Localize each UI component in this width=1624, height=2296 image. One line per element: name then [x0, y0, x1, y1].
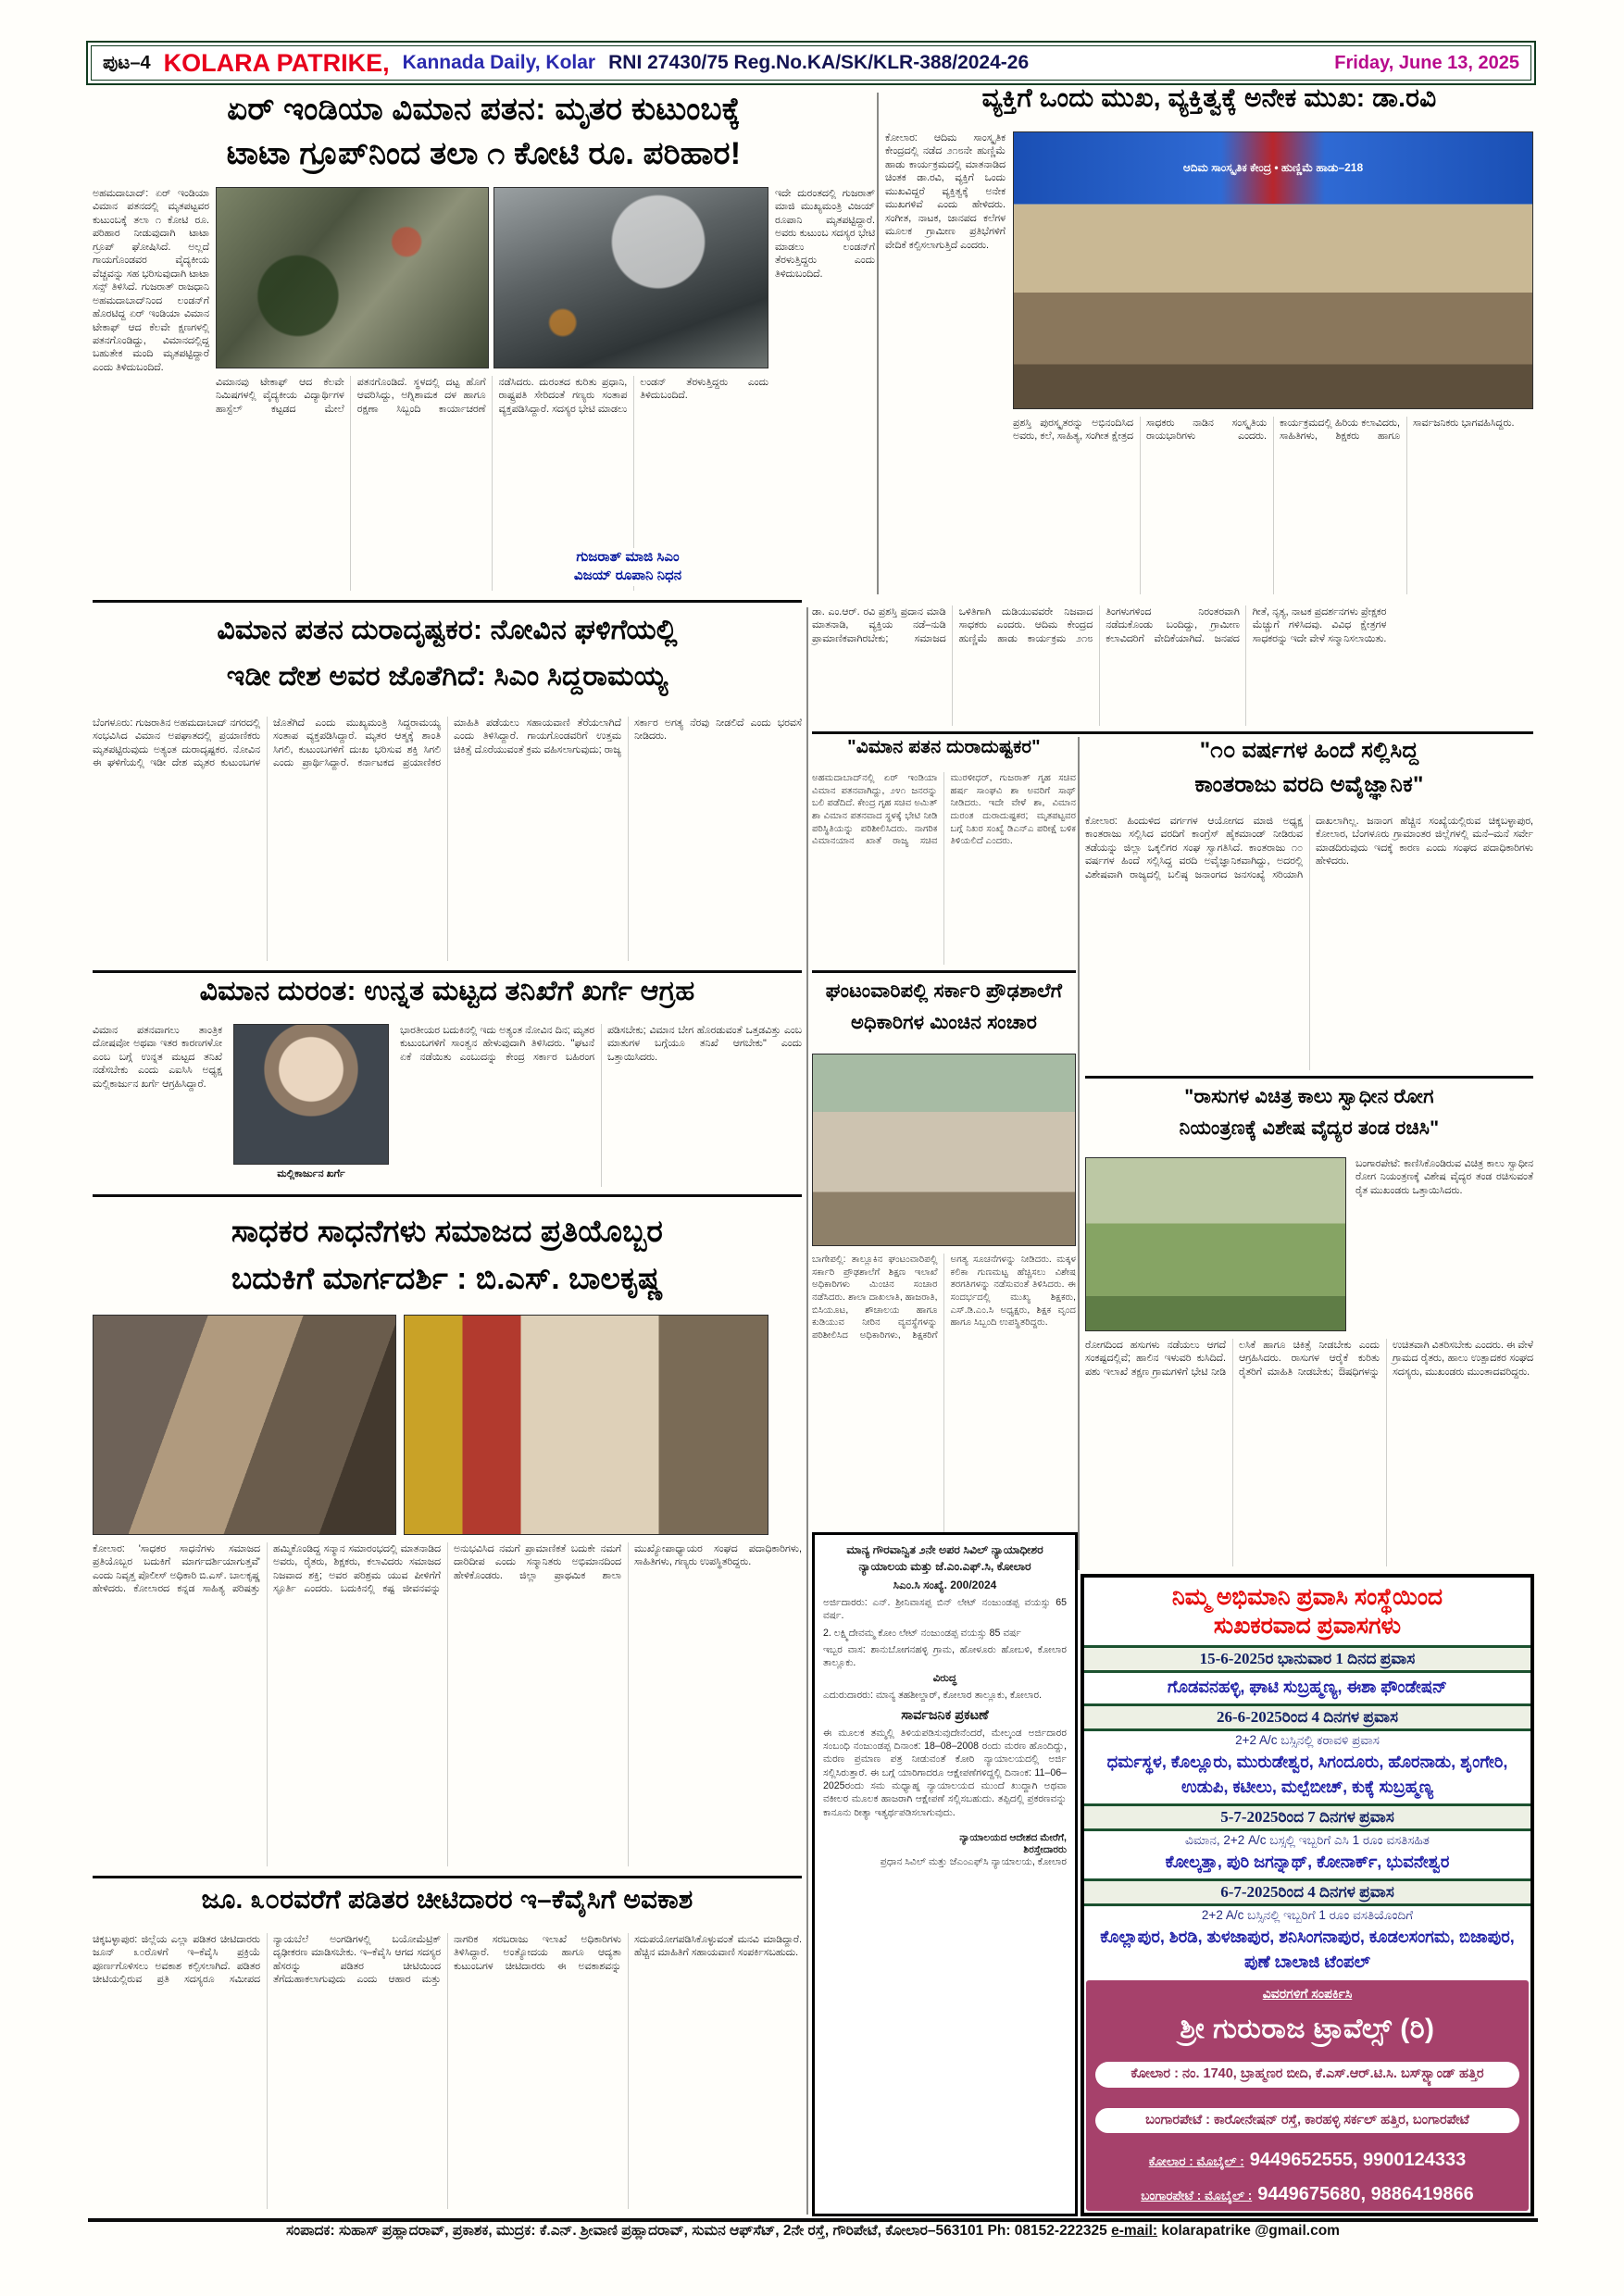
- tour-date-header-2: 26-6-2025ರಿಂದ 4 ದಿನಗಳ ಪ್ರವಾಸ: [1084, 1703, 1530, 1731]
- article-headline: ವ್ಯಕ್ತಿಗೆ ಒಂದು ಮುಖ, ವ್ಯಕ್ತಿತ್ವಕ್ಕೆ ಅನೇಕ ಮುಖ: ಡಾ.ರವಿ: [981, 83, 1437, 112]
- article-dr-ravi-continuation: ಡಾ. ಎಂ.ಆರ್. ರವಿ ಪ್ರಶಸ್ತಿ ಪ್ರದಾನ ಮಾಡಿ ಮಾತನಾಡಿ, ವ್ಯಕ್ತಿಯ ನಡೆ–ನುಡಿ ಪ್ರಾಮಾಣಿಕವಾಗಿರಬೇಕು; ಸಮಾಜದ ಒಳಿತಿಗಾಗಿ ದುಡಿಯುವವರೇ ನಿಜವಾದ ಸಾಧಕರು ಎಂದರು. ಆದಿಮ ಕೇಂದ್ರದ ಹುಣ್ಣಿಮೆ ಹಾಡು ಕಾರ್ಯಕ್ರಮ ೨೧೮ ತಿಂಗಳುಗಳಿಂದ ನಿರಂತರವಾಗಿ ನಡೆದುಕೊಂಡು ಬಂದಿದ್ದು, ಗ್ರಾಮೀಣ ಕಲಾವಿದರಿಗೆ ವೇದಿಕೆಯಾಗಿದೆ. ಜನಪದ ಗೀತೆ, ನೃತ್ಯ, ನಾಟಕ ಪ್ರದರ್ಶನಗಳು ಪ್ರೇಕ್ಷಕರ ಮೆಚ್ಚುಗೆ ಗಳಿಸಿದವು. ವಿವಿಧ ಕ್ಷೇತ್ರಗಳ ಸಾಧಕರನ್ನು ಇದೇ ವೇಳೆ ಸನ್ಮಾನಿಸಲಾಯಿತು.: [812, 606, 1387, 644]
- stage-event-photo: [1013, 131, 1533, 409]
- court-name-line-1: ಮಾನ್ಯ ಗೌರವಾನ್ವಿತ ೨ನೇ ಅಪರ ಸಿವಿಲ್ ನ್ಯಾಯಾಧೀಶರ: [846, 1543, 1043, 1556]
- felicitation-photo-2: [404, 1315, 768, 1535]
- signature-line-2: ಶಿರಸ್ತೇದಾರರು: [1023, 1843, 1067, 1855]
- headline-line-2: ಟಾಟಾ ಗ್ರೂಪ್‌ನಿಂದ ತಲಾ ೧ ಕೋಟಿ ರೂ. ಪರಿಹಾರ!: [226, 136, 742, 172]
- headline-line-1: ಘಂಟಂವಾರಿಪಲ್ಲಿ ಸರ್ಕಾರಿ ಪ್ರೌಢಶಾಲೆಗೆ: [825, 980, 1063, 1002]
- article-body: ಕೋಲಾರ: 'ಸಾಧಕರ ಸಾಧನೆಗಳು ಸಮಾಜದ ಪ್ರತಿಯೊಬ್ಬರ ಬದುಕಿಗೆ ಮಾರ್ಗದರ್ಶಿಯಾಗುತ್ತವೆ' ಎಂದು ನಿವೃತ್ತ ಪೊಲೀಸ್ ಅಧಿಕಾರಿ ಬಿ.ಎಸ್. ಬಾಲಕೃಷ್ಣ ಹೇಳಿದರು. ಕೋಲಾರದ ಕನ್ನಡ ಸಾಹಿತ್ಯ ಪರಿಷತ್ತು ಹಮ್ಮಿಕೊಂಡಿದ್ದ ಸನ್ಮಾನ ಸಮಾರಂಭದಲ್ಲಿ ಮಾತನಾಡಿದ ಅವರು, ರೈತರು, ಶಿಕ್ಷಕರು, ಕಲಾವಿದರು ಸಮಾಜದ ನಿಜವಾದ ಶಕ್ತಿ; ಅವರ ಪರಿಶ್ರಮ ಯುವ ಪೀಳಿಗೆಗೆ ಸ್ಫೂರ್ತಿ ಎಂದರು. ಬದುಕಿನಲ್ಲಿ ಕಷ್ಟ ಜೀವನವನ್ನು ಅನುಭವಿಸಿದ ನಮಗೆ ಪ್ರಾಮಾಣಿಕತೆ ಬದುಕೇ ನಮಗೆ ದಾರಿದೀಪ ಎಂದು ಸನ್ಮಾನಿತರು ಅಭಿಮಾನದಿಂದ ಹೇಳಿಕೊಂಡರು. ಜಿಲ್ಲಾ ಪ್ರಾಥಮಿಕ ಶಾಲಾ ಮುಖ್ಯೋಪಾಧ್ಯಾಯರ ಸಂಘದ ಪದಾಧಿಕಾರಿಗಳು, ಸಾಹಿತಿಗಳು, ಗಣ್ಯರು ಉಪಸ್ಥಿತರಿದ್ದರು.: [93, 1543, 802, 1595]
- headline-line-2: ನಿಯಂತ್ರಣಕ್ಕೆ ವಿಶೇಷ ವೈದ್ಯರ ತಂಡ ರಚಿಸಿ": [1179, 1117, 1440, 1139]
- headline-line-1: ಸಾಧಕರ ಸಾಧನೆಗಳು ಸಮಾಜದ ಪ್ರತಿಯೊಬ್ಬರ: [231, 1214, 664, 1248]
- page-number: ಪುಟ–4: [103, 52, 151, 73]
- email-label: e-mail:: [1111, 2223, 1158, 2239]
- article-headline: [1085, 733, 1533, 802]
- article-body: ಅಹಮದಾಬಾದ್‌ನಲ್ಲಿ ಏರ್ ಇಂಡಿಯಾ ವಿಮಾನ ಪತನವಾಗಿದ್ದು, ೨೪೧ ಜನರನ್ನು ಬಲಿ ಪಡೆದಿದೆ. ಕೇಂದ್ರ ಗೃಹ ಸಚಿವ ಅಮಿತ್ ಶಾ ವಿಮಾನ ಪತನವಾದ ಸ್ಥಳಕ್ಕೆ ಭೇಟಿ ನೀಡಿ ಪರಿಸ್ಥಿತಿಯನ್ನು ಪರಿಶೀಲಿಸಿದರು. ನಾಗರಿಕ ವಿಮಾನಯಾನ ಖಾತೆ ರಾಜ್ಯ ಸಚಿವ ಮುರಳೀಧರ್, ಗುಜರಾತ್ ಗೃಹ ಸಚಿವ ಹರ್ಷ ಸಾಂಘವಿ ಶಾ ಅವರಿಗೆ ಸಾಥ್ ನೀಡಿದರು. ಇದೇ ವೇಳೆ ಶಾ, ವಿಮಾನ ದುರಂತ ದುರಾದುಷ್ಟಕರ; ಮೃತಪಟ್ಟವರ ಬಗ್ಗೆ ನಿಖರ ಸಂಖ್ಯೆ ಡಿಎನ್‌ಎ ಪರೀಕ್ಷೆ ಬಳಿಕ ತಿಳಿಯಲಿದೆ ಎಂದರು.: [812, 773, 1076, 847]
- sub-headline-rupani: [493, 548, 762, 586]
- article-ration-ekyc: [93, 1881, 802, 2213]
- column-rule: [806, 607, 808, 2215]
- tour-sub-4: 2+2 A/c ಬಸ್ಸಿನಲ್ಲಿ ಇಬ್ಬರಿಗೆ 1 ರೂಂ ವಸತಿಯೊಂದಿಗೆ: [1201, 1907, 1414, 1922]
- registration-number: RNI 27430/75 Reg.No.KA/SK/KLR-388/2024-26: [608, 52, 1030, 73]
- article-cattle-disease: [1085, 1081, 1533, 1570]
- article-balakrishna-felicitation: [93, 1202, 802, 1872]
- article-body: ಬೆಂಗಳೂರು: ಗುಜರಾತಿನ ಅಹಮದಾಬಾದ್ ನಗರದಲ್ಲಿ ಸಂಭವಿಸಿದ ವಿಮಾನ ಅಪಘಾತದಲ್ಲಿ ಪ್ರಯಾಣಿಕರು ಮೃತಪಟ್ಟಿರುವುದು ಅತ್ಯಂತ ದುರಾದೃಷ್ಟಕರ. ನೋವಿನ ಈ ಘಳಿಗೆಯಲ್ಲಿ ಇಡೀ ದೇಶ ಮೃತರ ಕುಟುಂಬಗಳ ಜೊತೆಗಿದೆ ಎಂದು ಮುಖ್ಯಮಂತ್ರಿ ಸಿದ್ದರಾಮಯ್ಯ ಸಂತಾಪ ವ್ಯಕ್ತಪಡಿಸಿದ್ದಾರೆ. ಮೃತರ ಆತ್ಮಕ್ಕೆ ಶಾಂತಿ ಸಿಗಲಿ, ಕುಟುಂಬಗಳಿಗೆ ದುಃಖ ಭರಿಸುವ ಶಕ್ತಿ ಸಿಗಲಿ ಎಂದು ಪ್ರಾರ್ಥಿಸಿದ್ದಾರೆ. ಕರ್ನಾಟಕದ ಪ್ರಯಾಣಿಕರ ಮಾಹಿತಿ ಪಡೆಯಲು ಸಹಾಯವಾಣಿ ತೆರೆಯಲಾಗಿದೆ ಎಂದು ತಿಳಿಸಿದ್ದಾರೆ. ಗಾಯಗೊಂಡವರಿಗೆ ಉತ್ತಮ ಚಿಕಿತ್ಸೆ ದೊರೆಯುವಂತೆ ಕ್ರಮ ವಹಿಸಲಾಗುವುದು; ರಾಜ್ಯ ಸರ್ಕಾರ ಅಗತ್ಯ ನೆರವು ನೀಡಲಿದೆ ಎಂದು ಭರವಸೆ ನೀಡಿದರು.: [93, 718, 802, 769]
- article-body: ಬಾಗೇಪಲ್ಲಿ: ತಾಲ್ಲೂಕಿನ ಘಂಟಂವಾರಿಪಲ್ಲಿ ಸರ್ಕಾರಿ ಪ್ರೌಢಶಾಲೆಗೆ ಶಿಕ್ಷಣ ಇಲಾಖೆ ಅಧಿಕಾರಿಗಳು ಮಿಂಚಿನ ಸಂಚಾರ ನಡೆಸಿದರು. ಶಾಲಾ ದಾಖಲಾತಿ, ಹಾಜರಾತಿ, ಬಿಸಿಯೂಟ, ಶೌಚಾಲಯ ಹಾಗೂ ಕುಡಿಯುವ ನೀರಿನ ವ್ಯವಸ್ಥೆಗಳನ್ನು ಪರಿಶೀಲಿಸಿದ ಅಧಿಕಾರಿಗಳು, ಶಿಕ್ಷಕರಿಗೆ ಅಗತ್ಯ ಸೂಚನೆಗಳನ್ನು ನೀಡಿದರು. ಮಕ್ಕಳ ಕಲಿಕಾ ಗುಣಮಟ್ಟ ಹೆಚ್ಚಿಸಲು ವಿಶೇಷ ತರಗತಿಗಳನ್ನು ನಡೆಸುವಂತೆ ತಿಳಿಸಿದರು. ಈ ಸಂದರ್ಭದಲ್ಲಿ ಮುಖ್ಯ ಶಿಕ್ಷಕರು, ಎಸ್.ಡಿ.ಎಂ.ಸಿ ಅಧ್ಯಕ್ಷರು, ಶಿಕ್ಷಕ ವೃಂದ ಹಾಗೂ ಸಿಬ್ಬಂದಿ ಉಪಸ್ಥಿತರಿದ್ದರು.: [812, 1254, 1076, 1341]
- article-school-inspection: [812, 976, 1076, 1566]
- photo-caption: ಮಲ್ಲಿಕಾರ್ಜುನ ಖರ್ಗೆ: [277, 1168, 345, 1179]
- article-headline: ಜೂ. ೩೦ರವರೆಗೆ ಪಡಿತರ ಚೀಟಿದಾರರ ಇ–ಕೆವೈಸಿಗೆ ಅವಕಾಶ: [201, 1885, 693, 1914]
- article-headline: ವಿಮಾನ ದುರಂತ: ಉನ್ನತ ಮಟ್ಟದ ತನಿಖೆಗೆ ಖರ್ಗೆ ಆಗ್ರಹ: [199, 976, 695, 1006]
- tour-places-3: ಕೋಲ್ಕತ್ತಾ, ಪುರಿ ಜಗನ್ನಾಥ್, ಕೋನಾರ್ಕ್, ಭುವನೇಶ್ವರ: [1165, 1852, 1450, 1871]
- headline-line-2: ಅಧಿಕಾರಿಗಳ ಮಿಂಚಿನ ಸಂಚಾರ: [850, 1011, 1038, 1033]
- school-inspection-photo: [812, 1054, 1076, 1246]
- bangarpet-phone-line: [1093, 2184, 1521, 2205]
- case-number: ಸಿಎಂ.ಸಿ ಸಂಖ್ಯೆ. 200/2024: [893, 1578, 997, 1591]
- kolar-address: ಕೋಲಾರ : ನಂ. 1740, ಬ್ರಾಹ್ಮಣರ ಬೀದಿ, ಕೆ.ಎಸ್.ಆರ್.ಟಿ.ಸಿ. ಬಸ್‌ಸ್ಟ್ಯಾಂಡ್ ಹತ್ತಿರ: [1095, 2062, 1519, 2088]
- article-headline: [93, 1207, 802, 1302]
- residence-line: ಇಬ್ಬರ ವಾಸ: ಶಾನುಬೋಗನಹಳ್ಳಿ ಗ್ರಾಮ, ಹೋಳೂರು ಹೋಬಳಿ, ಕೋಲಾರ ತಾಲ್ಲೂಕು.: [823, 1643, 1067, 1669]
- article-body-left-column: ವಿಮಾನ ಪತನವಾಗಲು ತಾಂತ್ರಿಕ ದೋಷವೋ ಅಥವಾ ಇತರ ಕಾರಣಗಳೋ ಎಂಬ ಬಗ್ಗೆ ಉನ್ನತ ಮಟ್ಟದ ತನಿಖೆ ನಡೆಸಬೇಕು ಎಂದು ಎಐಸಿಸಿ ಅಧ್ಯಕ್ಷ ಮಲ್ಲಿಕಾರ್ಜುನ ಖರ್ಗೆ ಆಗ್ರಹಿಸಿದ್ದಾರೆ.: [93, 1025, 222, 1090]
- section-divider: [93, 970, 802, 973]
- court-public-notice: [812, 1532, 1078, 2216]
- tour-places-1: ಗೊಡವನಹಳ್ಳಿ, ಘಾಟಿ ಸುಬ್ರಹ್ಮಣ್ಯ, ಈಶಾ ಫೌಂಡೇಷನ್: [1168, 1677, 1447, 1696]
- tour-places-2: ಧರ್ಮಸ್ಥಳ, ಕೊಲ್ಲೂರು, ಮುರುಡೇಶ್ವರ, ಸಿಗಂದೂರು, ಹೊರನಾಡು, ಶೃಂಗೇರಿ, ಉಡುಪಿ, ಕಟೀಲು, ಮಲ್ಪೆಬೀಚ್, ಕುಕ್ಕೆ ಸುಬ್ರಹ್ಮಣ್ಯ: [1106, 1752, 1508, 1796]
- article-headline: [93, 87, 875, 177]
- article-body: ಕೋಲಾರ: ಹಿಂದುಳಿದ ವರ್ಗಗಳ ಆಯೋಗದ ಮಾಜಿ ಅಧ್ಯಕ್ಷ ಕಾಂತರಾಜು ಸಲ್ಲಿಸಿದ ವರದಿಗೆ ಕಾಂಗ್ರೆಸ್ ಹೈಕಮಾಂಡ್ ನೀಡಿರುವ ತಡೆಯನ್ನು ಜಿಲ್ಲಾ ಒಕ್ಕಲಿಗರ ಸಂಘ ಸ್ವಾಗತಿಸಿದೆ. ಕಾಂತರಾಜು ೧೦ ವರ್ಷಗಳ ಹಿಂದೆ ಸಲ್ಲಿಸಿದ್ದ ವರದಿ ಅವೈಜ್ಞಾನಿಕವಾಗಿದ್ದು, ಅದರಲ್ಲಿ ವಿಶೇಷವಾಗಿ ರಾಜ್ಯದಲ್ಲಿ ಬಲಿಷ್ಠ ಜನಾಂಗದ ಜನಸಂಖ್ಯೆ ಸರಿಯಾಗಿ ದಾಖಲಾಗಿಲ್ಲ. ಜನಾಂಗ ಹೆಚ್ಚಿನ ಸಂಖ್ಯೆಯಲ್ಲಿರುವ ಚಿಕ್ಕಬಳ್ಳಾಪುರ, ಕೋಲಾರ, ಬೆಂಗಳೂರು ಗ್ರಾಮಾಂತರ ಜಿಲ್ಲೆಗಳಲ್ಲಿ ಮನೆ–ಮನೆ ಸರ್ವೇ ಮಾಡದಿರುವುದು ಇದಕ್ಕೆ ಕಾರಣ ಎಂದು ಸಂಘದ ಪದಾಧಿಕಾರಿಗಳು ಹೇಳಿದರು.: [1085, 816, 1533, 880]
- headline-line-1: "೧೦ ವರ್ಷಗಳ ಹಿಂದೆ ಸಲ್ಲಿಸಿದ್ದ: [1199, 738, 1419, 763]
- article-body: ರೋಗದಿಂದ ಹಸುಗಳು ನಡೆಯಲು ಆಗದೆ ಸಂಕಷ್ಟದಲ್ಲಿವೆ; ಹಾಲಿನ ಇಳುವರಿ ಕುಸಿದಿದೆ. ಪಶು ಇಲಾಖೆ ತಕ್ಷಣ ಗ್ರಾಮಗಳಿಗೆ ಭೇಟಿ ನೀಡಿ ಲಸಿಕೆ ಹಾಗೂ ಚಿಕಿತ್ಸೆ ನೀಡಬೇಕು ಎಂದು ಆಗ್ರಹಿಸಿದರು. ರಾಸುಗಳ ಆರೈಕೆ ಕುರಿತು ರೈತರಿಗೆ ಮಾಹಿತಿ ನೀಡಬೇಕು; ಔಷಧಿಗಳನ್ನು ಉಚಿತವಾಗಿ ವಿತರಿಸಬೇಕು ಎಂದರು. ಈ ವೇಳೆ ಗ್ರಾಮದ ರೈತರು, ಹಾಲು ಉತ್ಪಾದಕರ ಸಂಘದ ಸದಸ್ಯರು, ಮುಖಂಡರು ಮುಂತಾದವರಿದ್ದರು.: [1085, 1340, 1533, 1378]
- court-name: [823, 1542, 1067, 1575]
- versus-label: ವಿರುದ್ಧ: [932, 1673, 957, 1685]
- article-dr-ravi: [885, 83, 1533, 598]
- tour-sub-2: 2+2 A/c ಬಸ್ಸಿನಲ್ಲಿ ಕರಾವಳಿ ಪ್ರವಾಸ: [1235, 1732, 1380, 1747]
- headline-line-1: "ರಾಸುಗಳ ವಿಚಿತ್ರ ಕಾಲು ಸ್ವಾಧೀನ ರೋಗ: [1184, 1086, 1434, 1107]
- headline-line-2: ಇಡೀ ದೇಶ ಅವರ ಜೊತೆಗಿದೆ: ಸಿಎಂ ಸಿದ್ದರಾಮಯ್ಯ: [226, 660, 668, 692]
- article-kharge-demand: [93, 976, 802, 1191]
- imprint-line: [88, 2223, 1538, 2240]
- tour-sub-3: ವಿಮಾನ, 2+2 A/c ಬಸ್ಸಲ್ಲಿ ಇಬ್ಬರಿಗೆ ಎಸಿ 1 ರೂಂ ವಸತಿಸಹಿತ: [1185, 1832, 1430, 1847]
- imprint-text: ಸಂಪಾದಕ: ಸುಹಾಸ್ ಪ್ರಹ್ಲಾದರಾವ್, ಪ್ರಕಾಶಕ, ಮುದ್ರಕ: ಕೆ.ಎನ್. ಶ್ರೀವಾಣಿ ಪ್ರಹ್ಲಾದರಾವ್, ಸುಮನ ಆಫ್‌ಸೆಟ್, 2ನೇ ರಸ್ತೆ, ಗೌರಿಪೇಟೆ, ಕೋಲಾರ–563101 Ph: 08152-222325: [286, 2223, 1107, 2239]
- headline-line-1: ಏರ್ ಇಂಡಿಯಾ ವಿಮಾನ ಪತನ: ಮೃತರ ಕುಟುಂಬಕ್ಕೆ: [227, 92, 741, 127]
- contact-heading: ವಿವರಗಳಿಗೆ ಸಂಪರ್ಕಿಸಿ: [1262, 1985, 1353, 2001]
- kharge-portrait-photo: [233, 1024, 389, 1165]
- headline-line-2: ಕಾಂತರಾಜು ವರದಿ ಅವೈಜ್ಞಾನಿಕ": [1194, 772, 1424, 798]
- bangarpet-phone-label: ಬಂಗಾರಪೇಟೆ : ಮೊಬೈಲ್ :: [1141, 2189, 1253, 2202]
- respondent-line: ಎದುರುದಾರರು: ಮಾನ್ಯ ತಹಶೀಲ್ದಾರ್, ಕೋಲಾರ ತಾಲ್ಲೂಕು, ಕೋಲಾರ.: [823, 1690, 1043, 1702]
- article-body: ಚಿಕ್ಕಬಳ್ಳಾಪುರ: ಜಿಲ್ಲೆಯ ಎಲ್ಲಾ ಪಡಿತರ ಚೀಟಿದಾರರು ಜೂನ್ ೩೦ರೊಳಗೆ ಇ–ಕೆವೈಸಿ ಪ್ರಕ್ರಿಯೆ ಪೂರ್ಣಗೊಳಿಸಲು ಅವಕಾಶ ಕಲ್ಪಿಸಲಾಗಿದೆ. ಪಡಿತರ ಚೀಟಿಯಲ್ಲಿರುವ ಪ್ರತಿ ಸದಸ್ಯರೂ ಸಮೀಪದ ನ್ಯಾಯಬೆಲೆ ಅಂಗಡಿಗಳಲ್ಲಿ ಬಯೋಮೆಟ್ರಿಕ್ ದೃಢೀಕರಣ ಮಾಡಿಸಬೇಕು. ಇ–ಕೆವೈಸಿ ಆಗದ ಸದಸ್ಯರ ಹೆಸರನ್ನು ಪಡಿತರ ಚೀಟಿಯಿಂದ ತೆಗೆದುಹಾಕಲಾಗುವುದು ಎಂದು ಆಹಾರ ಮತ್ತು ನಾಗರಿಕ ಸರಬರಾಜು ಇಲಾಖೆ ಅಧಿಕಾರಿಗಳು ತಿಳಿಸಿದ್ದಾರೆ. ಅಂತ್ಯೋದಯ ಹಾಗೂ ಆದ್ಯತಾ ಕುಟುಂಬಗಳ ಚೀಟಿದಾರರು ಈ ಅವಕಾಶವನ್ನು ಸದುಪಯೋಗಪಡಿಸಿಕೊಳ್ಳುವಂತೆ ಮನವಿ ಮಾಡಿದ್ದಾರೆ. ಹೆಚ್ಚಿನ ಮಾಹಿತಿಗೆ ಸಹಾಯವಾಣಿ ಸಂಪರ್ಕಿಸಬಹುದು.: [93, 1934, 802, 1986]
- section-divider: [812, 970, 1076, 973]
- kolar-phone-line: [1093, 2150, 1521, 2171]
- signature-line-1: ನ್ಯಾಯಾಲಯದ ಆದೇಶದ ಮೇರೆಗೆ,: [959, 1831, 1067, 1843]
- ad-title-line-2: ಸುಖಕರವಾದ ಪ್ರವಾಸಗಳು: [1213, 1613, 1402, 1640]
- article-body-right-column: ಇದೇ ದುರಂತದಲ್ಲಿ ಗುಜರಾತ್ ಮಾಜಿ ಮುಖ್ಯಮಂತ್ರಿ ವಿಜಯ್ ರೂಪಾನಿ ಮೃತಪಟ್ಟಿದ್ದಾರೆ. ಅವರು ಕುಟುಂಬ ಸದಸ್ಯರ ಭೇಟಿ ಮಾಡಲು ಲಂಡನ್‌ಗೆ ತೆರಳುತ್ತಿದ್ದರು ಎಂದು ತಿಳಿದುಬಂದಿದೆ.: [775, 188, 875, 280]
- section-divider: [93, 600, 802, 603]
- notice-body: ಈ ಮೂಲಕ ತಮ್ಮಲ್ಲಿ ತಿಳಿಯಪಡಿಸುವುದೇನೆಂದರೆ, ಮೇಲ್ಕಂಡ ಅರ್ಜಿದಾರರ ಸಂಬಂಧಿ ನಂಜುಂಡಪ್ಪ ದಿನಾಂಕ: 18–08–2008 ರಂದು ಮರಣ ಹೊಂದಿದ್ದು, ಮರಣ ಪ್ರಮಾಣ ಪತ್ರ ನೀಡುವಂತೆ ಕೋರಿ ನ್ಯಾಯಾಲಯದಲ್ಲಿ ಅರ್ಜಿ ಸಲ್ಲಿಸಿರುತ್ತಾರೆ. ಈ ಬಗ್ಗೆ ಯಾರಿಗಾದರೂ ಆಕ್ಷೇಪಣೆಗಳಿದ್ದಲ್ಲಿ ದಿನಾಂಕ: 11–06–2025ರಂದು ಸಮ ಮಧ್ಯಾಹ್ನ ನ್ಯಾಯಾಲಯದ ಮುಂದೆ ಖುದ್ದಾಗಿ ಅಥವಾ ವಕೀಲರ ಮೂಲಕ ಹಾಜರಾಗಿ ಆಕ್ಷೇಪಣೆ ಸಲ್ಲಿಸಬಹುದು. ತಪ್ಪಿದಲ್ಲಿ ಪ್ರಕರಣವನ್ನು ಕಾನೂನು ರೀತ್ಯಾ ಇತ್ಯರ್ಥಪಡಿಸಲಾಗುವುದು.: [823, 1727, 1067, 1818]
- tour-date-header-4: 6-7-2025ರಿಂದ 4 ದಿನಗಳ ಪ್ರವಾಸ: [1084, 1878, 1530, 1906]
- crash-scene-photo-2: [493, 187, 768, 368]
- tour-date-header-1: 15-6-2025ರ ಭಾನುವಾರ 1 ದಿನದ ಪ್ರವಾಸ: [1084, 1645, 1530, 1673]
- article-headline: [93, 607, 802, 699]
- paper-subtitle: Kannada Daily, Kolar: [402, 52, 596, 73]
- travel-agency-name: ಶ್ರೀ ಗುರುರಾಜ ಟ್ರಾವೆಲ್ಸ್ (ರಿ): [1180, 2014, 1435, 2045]
- felicitation-photo-1: [93, 1315, 396, 1535]
- article-body-below-photos: ವಿಮಾನವು ಟೇಕಾಫ್ ಆದ ಕೆಲವೇ ನಿಮಿಷಗಳಲ್ಲಿ ವೈದ್ಯಕೀಯ ವಿದ್ಯಾರ್ಥಿಗಳ ಹಾಸ್ಟೆಲ್ ಕಟ್ಟಡದ ಮೇಲೆ ಪತನಗೊಂಡಿದೆ. ಸ್ಥಳದಲ್ಲಿ ದಟ್ಟ ಹೊಗೆ ಆವರಿಸಿದ್ದು, ಅಗ್ನಿಶಾಮಕ ದಳ ಹಾಗೂ ರಕ್ಷಣಾ ಸಿಬ್ಬಂದಿ ಕಾರ್ಯಾಚರಣೆ ನಡೆಸಿದರು. ದುರಂತದ ಕುರಿತು ಪ್ರಧಾನಿ, ರಾಷ್ಟ್ರಪತಿ ಸೇರಿದಂತೆ ಗಣ್ಯರು ಸಂತಾಪ ವ್ಯಕ್ತಪಡಿಸಿದ್ದಾರೆ. ಸದಸ್ಯರ ಭೇಟಿ ಮಾಡಲು ಲಂಡನ್ ತೆರಳುತ್ತಿದ್ದರು ಎಂದು ತಿಳಿದುಬಂದಿದೆ.: [216, 377, 768, 415]
- sub-headline-line-2: ವಿಜಯ್ ರೂಪಾನಿ ನಿಧನ: [573, 568, 682, 584]
- article-body-right-column: ಬಂಗಾರಪೇಟೆ: ಕಾಣಿಸಿಕೊಂಡಿರುವ ವಿಚಿತ್ರ ಕಾಲು ಸ್ವಾಧೀನ ರೋಗ ನಿಯಂತ್ರಣಕ್ಕೆ ವಿಶೇಷ ವೈದ್ಯರ ತಂಡ ರಚಿಸುವಂತೆ ರೈತ ಮುಖಂಡರು ಒತ್ತಾಯಿಸಿದರು.: [1355, 1158, 1533, 1196]
- issue-date: Friday, June 13, 2025: [1334, 52, 1519, 73]
- farmers-group-photo: [1085, 1157, 1346, 1331]
- tour-places-4: ಕೊಲ್ಲಾಪುರ, ಶಿರಡಿ, ತುಳಜಾಪುರ, ಶನಿಸಿಂಗನಾಪುರ, ಕೂಡಲಸಂಗಮ, ಬಿಜಾಪುರ, ಪುಣೆ ಬಾಲಾಜಿ ಟೆಂಪಲ್: [1100, 1927, 1515, 1971]
- article-body: ಭಾರತೀಯರ ಬದುಕಿನಲ್ಲಿ ಇದು ಅತ್ಯಂತ ನೋವಿನ ದಿನ; ಮೃತರ ಕುಟುಂಬಗಳಿಗೆ ಸಾಂತ್ವನ ಹೇಳುವುದಾಗಿ ತಿಳಿಸಿದರು. "ಘಟನೆ ಏಕೆ ನಡೆಯಿತು ಎಂಬುದನ್ನು ಕೇಂದ್ರ ಸರ್ಕಾರ ಬಹಿರಂಗ ಪಡಿಸಬೇಕು; ವಿಮಾನ ಬೇಗ ಹೊರಡುವಂತೆ ಒತ್ತಡವಿತ್ತು ಎಂಬ ಮಾತುಗಳ ಬಗ್ಗೆಯೂ ತನಿಖೆ ಆಗಬೇಕು" ಎಂದು ಒತ್ತಾಯಿಸಿದರು.: [400, 1025, 802, 1063]
- article-body-below-photo: ಪ್ರಶಸ್ತಿ ಪುರಸ್ಕೃತರನ್ನು ಅಭಿನಂದಿಸಿದ ಅವರು, ಕಲೆ, ಸಾಹಿತ್ಯ, ಸಂಗೀತ ಕ್ಷೇತ್ರದ ಸಾಧಕರು ನಾಡಿನ ಸಂಸ್ಕೃತಿಯ ರಾಯಭಾರಿಗಳು ಎಂದರು. ಕಾರ್ಯಕ್ರಮದಲ್ಲಿ ಹಿರಿಯ ಕಲಾವಿದರು, ಸಾಹಿತಿಗಳು, ಶಿಕ್ಷಕರು ಹಾಗೂ ಸಾರ್ವಜನಿಕರು ಭಾಗವಹಿಸಿದ್ದರು.: [1013, 418, 1515, 443]
- signature-line-3: ಪ್ರಧಾನ ಸಿವಿಲ್ ಮತ್ತು ಜೆಎಂಎಫ್‌ಸಿ ನ್ಯಾಯಾಲಯ, ಕೋಲಾರ: [880, 1855, 1067, 1867]
- article-air-india-compensation: [93, 87, 875, 598]
- headline-line-1: ವಿಮಾನ ಪತನ ದುರಾದೃಷ್ಟಕರ: ನೋವಿನ ಘಳಿಗೆಯಲ್ಲಿ: [217, 615, 678, 645]
- article-body-left-column: ಅಹಮದಾಬಾದ್: ಏರ್ ಇಂಡಿಯಾ ವಿಮಾನ ಪತನದಲ್ಲಿ ಮೃತಪಟ್ಟವರ ಕುಟುಂಬಕ್ಕೆ ತಲಾ ೧ ಕೋಟಿ ರೂ. ಪರಿಹಾರ ನೀಡುವುದಾಗಿ ಟಾಟಾ ಗ್ರೂಪ್ ಘೋಷಿಸಿದೆ. ಅಲ್ಲದೆ ಗಾಯಗೊಂಡವರ ವೈದ್ಯಕೀಯ ವೆಚ್ಚವನ್ನು ಸಹ ಭರಿಸುವುದಾಗಿ ಟಾಟಾ ಸನ್ಸ್ ತಿಳಿಸಿದೆ. ಗುಜರಾತ್ ರಾಜಧಾನಿ ಅಹಮದಾಬಾದ್‌ನಿಂದ ಲಂಡನ್‌ಗೆ ಹೊರಟಿದ್ದ ಏರ್ ಇಂಡಿಯಾ ವಿಮಾನ ಟೇಕಾಫ್ ಆದ ಕೆಲವೇ ಕ್ಷಣಗಳಲ್ಲಿ ಪತನಗೊಂಡಿದ್ದು, ವಿಮಾನದಲ್ಲಿದ್ದ ಬಹುತೇಕ ಮಂದಿ ಮೃತಪಟ್ಟಿದ್ದಾರೆ ಎಂದು ತಿಳಿದುಬಂದಿದೆ.: [93, 188, 209, 373]
- article-headline: "ವಿಮಾನ ಪತನ ದುರಾದುಷ್ಟಕರ": [847, 737, 1041, 757]
- footer-rule: [88, 2218, 1538, 2222]
- court-name-line-2: ನ್ಯಾಯಾಲಯ ಮತ್ತು ಜೆ.ಎಂ.ಎಫ್.ಸಿ, ಕೋಲಾರ: [858, 1559, 1031, 1573]
- masthead: [86, 41, 1536, 85]
- section-divider: [93, 1194, 802, 1197]
- bangarpet-phone-numbers: 9449675680, 9886419866: [1257, 2184, 1474, 2204]
- section-divider: [1085, 1076, 1533, 1079]
- email-address: kolarapatrike @gmail.com: [1161, 2223, 1340, 2239]
- article-headline: [812, 976, 1076, 1038]
- column-rule: [1078, 737, 1080, 1570]
- stage-banner-text: ಆದಿಮ ಸಾಂಸ್ಕೃತಿಕ ಕೇಂದ್ರ • ಹುಣ್ಣಿಮೆ ಹಾಡು–218: [1014, 132, 1532, 204]
- tour-date-header-3: 5-7-2025ರಿಂದ 7 ದಿನಗಳ ಪ್ರವಾಸ: [1084, 1803, 1530, 1831]
- sub-headline-line-1: ಗುಜರಾತ್ ಮಾಜಿ ಸಿಎಂ: [576, 549, 680, 565]
- bangarpet-address: ಬಂಗಾರಪೇಟೆ : ಕಾರೋನೇಷನ್ ರಸ್ತೆ, ಕಾರಹಳ್ಳಿ ಸರ್ಕಲ್ ಹತ್ತಿರ, ಬಂಗಾರಪೇಟೆ: [1095, 2108, 1519, 2134]
- article-headline: [1085, 1081, 1533, 1143]
- article-body-left-column: ಕೋಲಾರ: ಆದಿಮ ಸಾಂಸ್ಕೃತಿಕ ಕೇಂದ್ರದಲ್ಲಿ ನಡೆದ ೨೧೮ನೇ ಹುಣ್ಣಿಮೆ ಹಾಡು ಕಾರ್ಯಕ್ರಮದಲ್ಲಿ ಮಾತನಾಡಿದ ಚಿಂತಕ ಡಾ.ರವಿ, ವ್ಯಕ್ತಿಗೆ ಒಂದು ಮುಖವಿದ್ದರೆ ವ್ಯಕ್ತಿತ್ವಕ್ಕೆ ಅನೇಕ ಮುಖಗಳಿವೆ ಎಂದು ಹೇಳಿದರು. ಸಂಗೀತ, ನಾಟಕ, ಜಾನಪದ ಕಲೆಗಳ ಮೂಲಕ ಗ್ರಾಮೀಣ ಪ್ರತಿಭೆಗಳಿಗೆ ವೇದಿಕೆ ಕಲ್ಪಿಸಲಾಗುತ್ತಿದೆ ಎಂದರು.: [885, 132, 1006, 251]
- kolar-phone-numbers: 9449652555, 9900124333: [1249, 2150, 1467, 2171]
- article-kantharaju-report: [1085, 733, 1533, 1074]
- masthead-bar: [91, 45, 1531, 81]
- section-divider: [93, 1876, 802, 1878]
- ad-title-line-1: ನಿಮ್ಮ ಅಭಿಮಾನಿ ಪ್ರವಾಸಿ ಸಂಸ್ಥೆಯಿಂದ: [1171, 1584, 1443, 1610]
- travel-advertisement: [1081, 1574, 1534, 2216]
- signature-block: [823, 1832, 1067, 1868]
- applicant-line-1: ಅರ್ಜಿದಾರರು: ಎನ್. ಶ್ರೀನಿವಾಸಪ್ಪ ಬಿನ್ ಲೇಟ್ ನಂಜುಂಡಪ್ಪ ವಯಸ್ಸು 65 ವರ್ಷ.: [823, 1597, 1067, 1622]
- travel-agency-contact-box: [1086, 1980, 1529, 2212]
- crash-scene-photo-1: [216, 187, 489, 368]
- column-rule: [877, 93, 879, 594]
- paper-title: KOLARA PATRIKE,: [163, 48, 390, 77]
- applicant-line-2: 2. ಲಕ್ಷ್ಮಿದೇವಮ್ಮ ಕೋಂ ಲೇಟ್ ನಂಜುಂಡಪ್ಪ ವಯಸ್ಸು 85 ವರ್ಷ: [823, 1627, 1021, 1639]
- notice-heading: ಸಾರ್ವಜನಿಕ ಪ್ರಕಟಣೆ: [901, 1707, 989, 1723]
- ad-title: [1084, 1578, 1530, 1645]
- article-amit-shah-visit: [812, 737, 1076, 968]
- headline-line-2: ಬದುಕಿಗೆ ಮಾರ್ಗದರ್ಶಿ : ಬಿ.ಎಸ್. ಬಾಲಕೃಷ್ಣ: [231, 1261, 664, 1296]
- kolar-phone-label: ಕೋಲಾರ : ಮೊಬೈಲ್ :: [1148, 2154, 1244, 2169]
- article-cm-condolence: [93, 607, 802, 967]
